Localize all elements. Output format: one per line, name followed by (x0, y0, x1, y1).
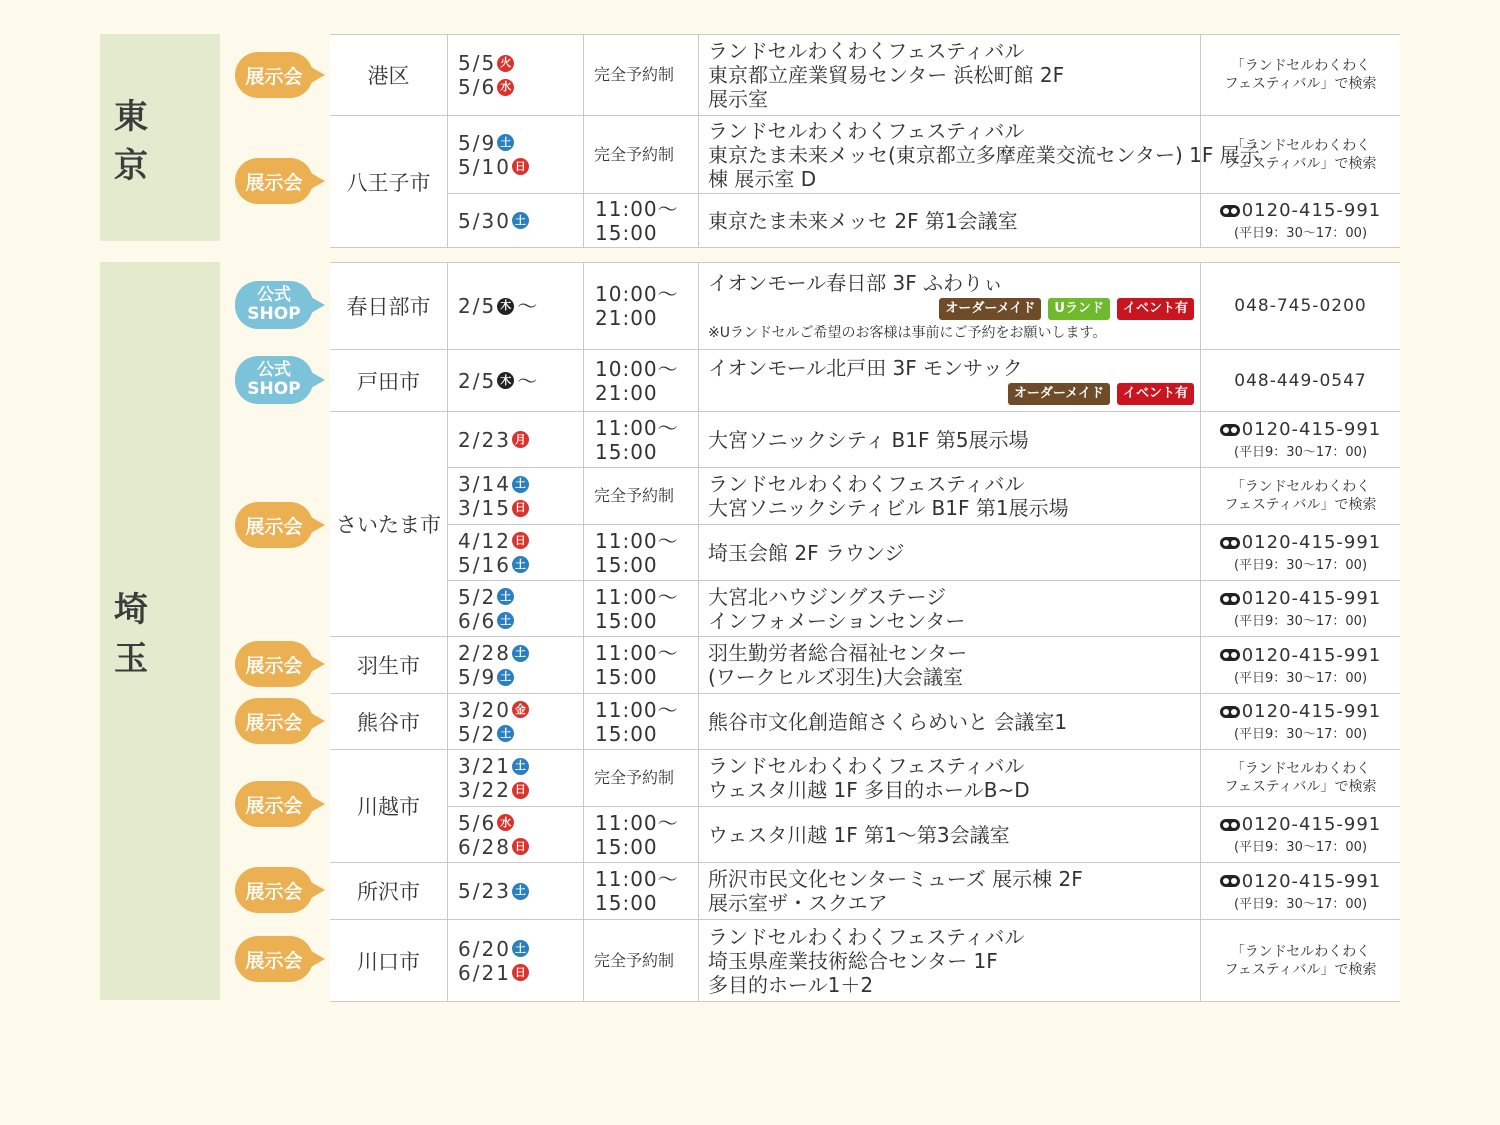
tag-event: イベント有 (1117, 383, 1194, 405)
exhibition-badge: 展示会 (235, 781, 313, 827)
venue-cell: 熊谷市文化創造館さくらめいと 会議室1 (698, 694, 1200, 750)
contact-cell: 0120-415-991 (平日9：30〜17：00) (1200, 525, 1400, 581)
time-cell: 10:00〜 21:00 (583, 350, 698, 412)
contact-cell: 048-449-0547 (1200, 350, 1400, 412)
contact-cell: 「ランドセルわくわく フェスティバル」で検索 (1200, 750, 1400, 807)
venue-cell: イオンモール春日部 3F ふわりぃ オーダーメイド Uランド イベント有 ※Uランドセルご希望のお客様は事前にご予約をお願いします。 (698, 263, 1200, 350)
tokyo-schedule-table (330, 34, 1400, 248)
city-cell: 熊谷市 (330, 694, 447, 750)
contact-cell: 「ランドセルわくわく フェスティバル」で検索 (1200, 920, 1400, 1001)
exhibition-badge: 展示会 (235, 158, 313, 204)
time-cell: 11:00〜 15:00 (583, 525, 698, 581)
time-cell: 完全予約制 (583, 35, 698, 116)
time-cell: 完全予約制 (583, 116, 698, 194)
freedial-icon (1220, 875, 1240, 887)
city-cell: 港区 (330, 35, 447, 116)
exhibition-badge: 展示会 (235, 867, 313, 913)
contact-cell: 0120-415-991 (平日9：30〜17：00) (1200, 694, 1400, 750)
time-cell: 11:00〜 15:00 (583, 863, 698, 920)
contact-cell: 「ランドセルわくわく フェスティバル」で検索 (1200, 468, 1400, 525)
freedial-icon (1220, 537, 1240, 549)
freedial-icon (1220, 706, 1240, 718)
official-shop-badge: 公式 SHOP (235, 281, 313, 329)
contact-cell: 「ランドセルわくわく フェスティバル」で検索 (1200, 116, 1400, 194)
date-cell: 2/28 土 5/9 土 (447, 637, 583, 694)
exhibition-badge: 展示会 (235, 698, 313, 744)
contact-cell: 0120-415-991 (平日9：30〜17：00) (1200, 863, 1400, 920)
tag-event: イベント有 (1117, 298, 1194, 320)
saitama-schedule-table (330, 262, 1400, 1002)
time-cell: 11:00〜 15:00 (583, 412, 698, 468)
date-cell: 2/5 木 〜 (447, 263, 583, 350)
time-cell: 11:00〜 15:00 (583, 581, 698, 637)
date-cell: 3/20 金 5/2 土 (447, 694, 583, 750)
contact-cell: 0120-415-991 (平日9：30〜17：00) (1200, 807, 1400, 863)
city-cell: 羽生市 (330, 637, 447, 694)
date-cell: 5/2 土 6/6 土 (447, 581, 583, 637)
venue-cell: 所沢市民文化センターミューズ 展示棟 2F 展示室ザ・スクエア (698, 863, 1200, 920)
venue-cell: ランドセルわくわくフェスティバル 大宮ソニックシティビル B1F 第1展示場 (698, 468, 1200, 525)
contact-cell: 0120-415-991 (平日9：30〜17：00) (1200, 581, 1400, 637)
date-cell: 5/6 水 6/28 日 (447, 807, 583, 863)
freedial-icon (1220, 819, 1240, 831)
date-cell: 5/23 土 (447, 863, 583, 920)
venue-cell: ランドセルわくわくフェスティバル 埼玉県産業技術総合センター 1F 多目的ホール1＋2 (698, 920, 1200, 1001)
contact-cell: 0120-415-991 (平日9：30〜17：00) (1200, 412, 1400, 468)
date-cell: 3/21 土 3/22 日 (447, 750, 583, 807)
exhibition-badge: 展示会 (235, 52, 313, 98)
venue-cell: 大宮ソニックシティ B1F 第5展示場 (698, 412, 1200, 468)
city-cell: さいたま市 (330, 412, 447, 637)
time-cell: 完全予約制 (583, 750, 698, 807)
venue-cell: ウェスタ川越 1F 第1〜第3会議室 (698, 807, 1200, 863)
date-cell: 5/5 火 5/6 水 (447, 35, 583, 116)
venue-cell: イオンモール北戸田 3F モンサック オーダーメイド イベント有 (698, 350, 1200, 412)
date-cell: 2/5 木 〜 (447, 350, 583, 412)
contact-cell: 「ランドセルわくわく フェスティバル」で検索 (1200, 35, 1400, 116)
exhibition-badge: 展示会 (235, 641, 313, 687)
time-cell: 11:00〜 15:00 (583, 694, 698, 750)
venue-cell: 埼玉会館 2F ラウンジ (698, 525, 1200, 581)
exhibition-badge: 展示会 (235, 502, 313, 548)
freedial-icon (1220, 593, 1240, 605)
city-cell: 川口市 (357, 949, 420, 974)
time-cell: 完全予約制 (583, 920, 698, 1001)
official-shop-badge: 公式 SHOP (235, 356, 313, 404)
city-cell: 所沢市 (330, 863, 447, 920)
time-cell: 11:00〜 15:00 (583, 637, 698, 694)
city-cell: 川越市 (330, 750, 447, 863)
freedial-icon (1220, 205, 1240, 217)
date-cell: 5/9 土 5/10 日 (447, 116, 583, 194)
city-cell: 八王子市 (346, 170, 431, 195)
time-cell: 11:00〜 15:00 (583, 194, 698, 247)
exhibition-badge: 展示会 (235, 936, 313, 982)
time-cell: 10:00〜 21:00 (583, 263, 698, 350)
date-cell: 6/20 土 6/21 日 (447, 920, 583, 1001)
contact-cell: 0120-415-991 (平日9：30〜17：00) (1200, 637, 1400, 694)
contact-cell: 0120-415-991 (平日9：30〜17：00) (1200, 194, 1400, 247)
tag-u-land: Uランド (1048, 298, 1110, 320)
contact-cell: 048-745-0200 (1200, 263, 1400, 350)
time-cell: 完全予約制 (583, 468, 698, 525)
venue-cell: 羽生勤労者総合福祉センター (ワークヒルズ羽生)大会議室 (698, 637, 1200, 694)
city-cell: 春日部市 (330, 263, 447, 350)
freedial-icon (1220, 424, 1240, 436)
prefecture-saitama: 埼 玉 (100, 262, 220, 1000)
freedial-icon (1220, 649, 1240, 661)
date-cell: 4/12 日 5/16 土 (447, 525, 583, 581)
date-cell: 3/14 土 3/15 日 (447, 468, 583, 525)
date-cell: 5/30 土 (447, 194, 583, 247)
venue-cell: ランドセルわくわくフェスティバル 東京都立産業貿易センター 浜松町館 2F 展示室 (698, 35, 1200, 116)
time-cell: 11:00〜 15:00 (583, 807, 698, 863)
venue-cell: ランドセルわくわくフェスティバル 東京たま未来メッセ(東京都立多摩産業交流センター) 1F 展示 棟 展示室 D (698, 116, 1200, 194)
city-cell: 戸田市 (330, 350, 447, 412)
prefecture-tokyo: 東 京 (100, 34, 220, 241)
tag-order-made: オーダーメイド (1008, 383, 1110, 405)
date-cell: 2/23 月 (447, 412, 583, 468)
venue-cell: 東京たま未来メッセ 2F 第1会議室 (698, 194, 1200, 247)
venue-cell: ランドセルわくわくフェスティバル ウェスタ川越 1F 多目的ホールB~D (698, 750, 1200, 807)
tag-order-made: オーダーメイド (939, 298, 1041, 320)
venue-cell: 大宮北ハウジングステージ インフォメーションセンター (698, 581, 1200, 637)
